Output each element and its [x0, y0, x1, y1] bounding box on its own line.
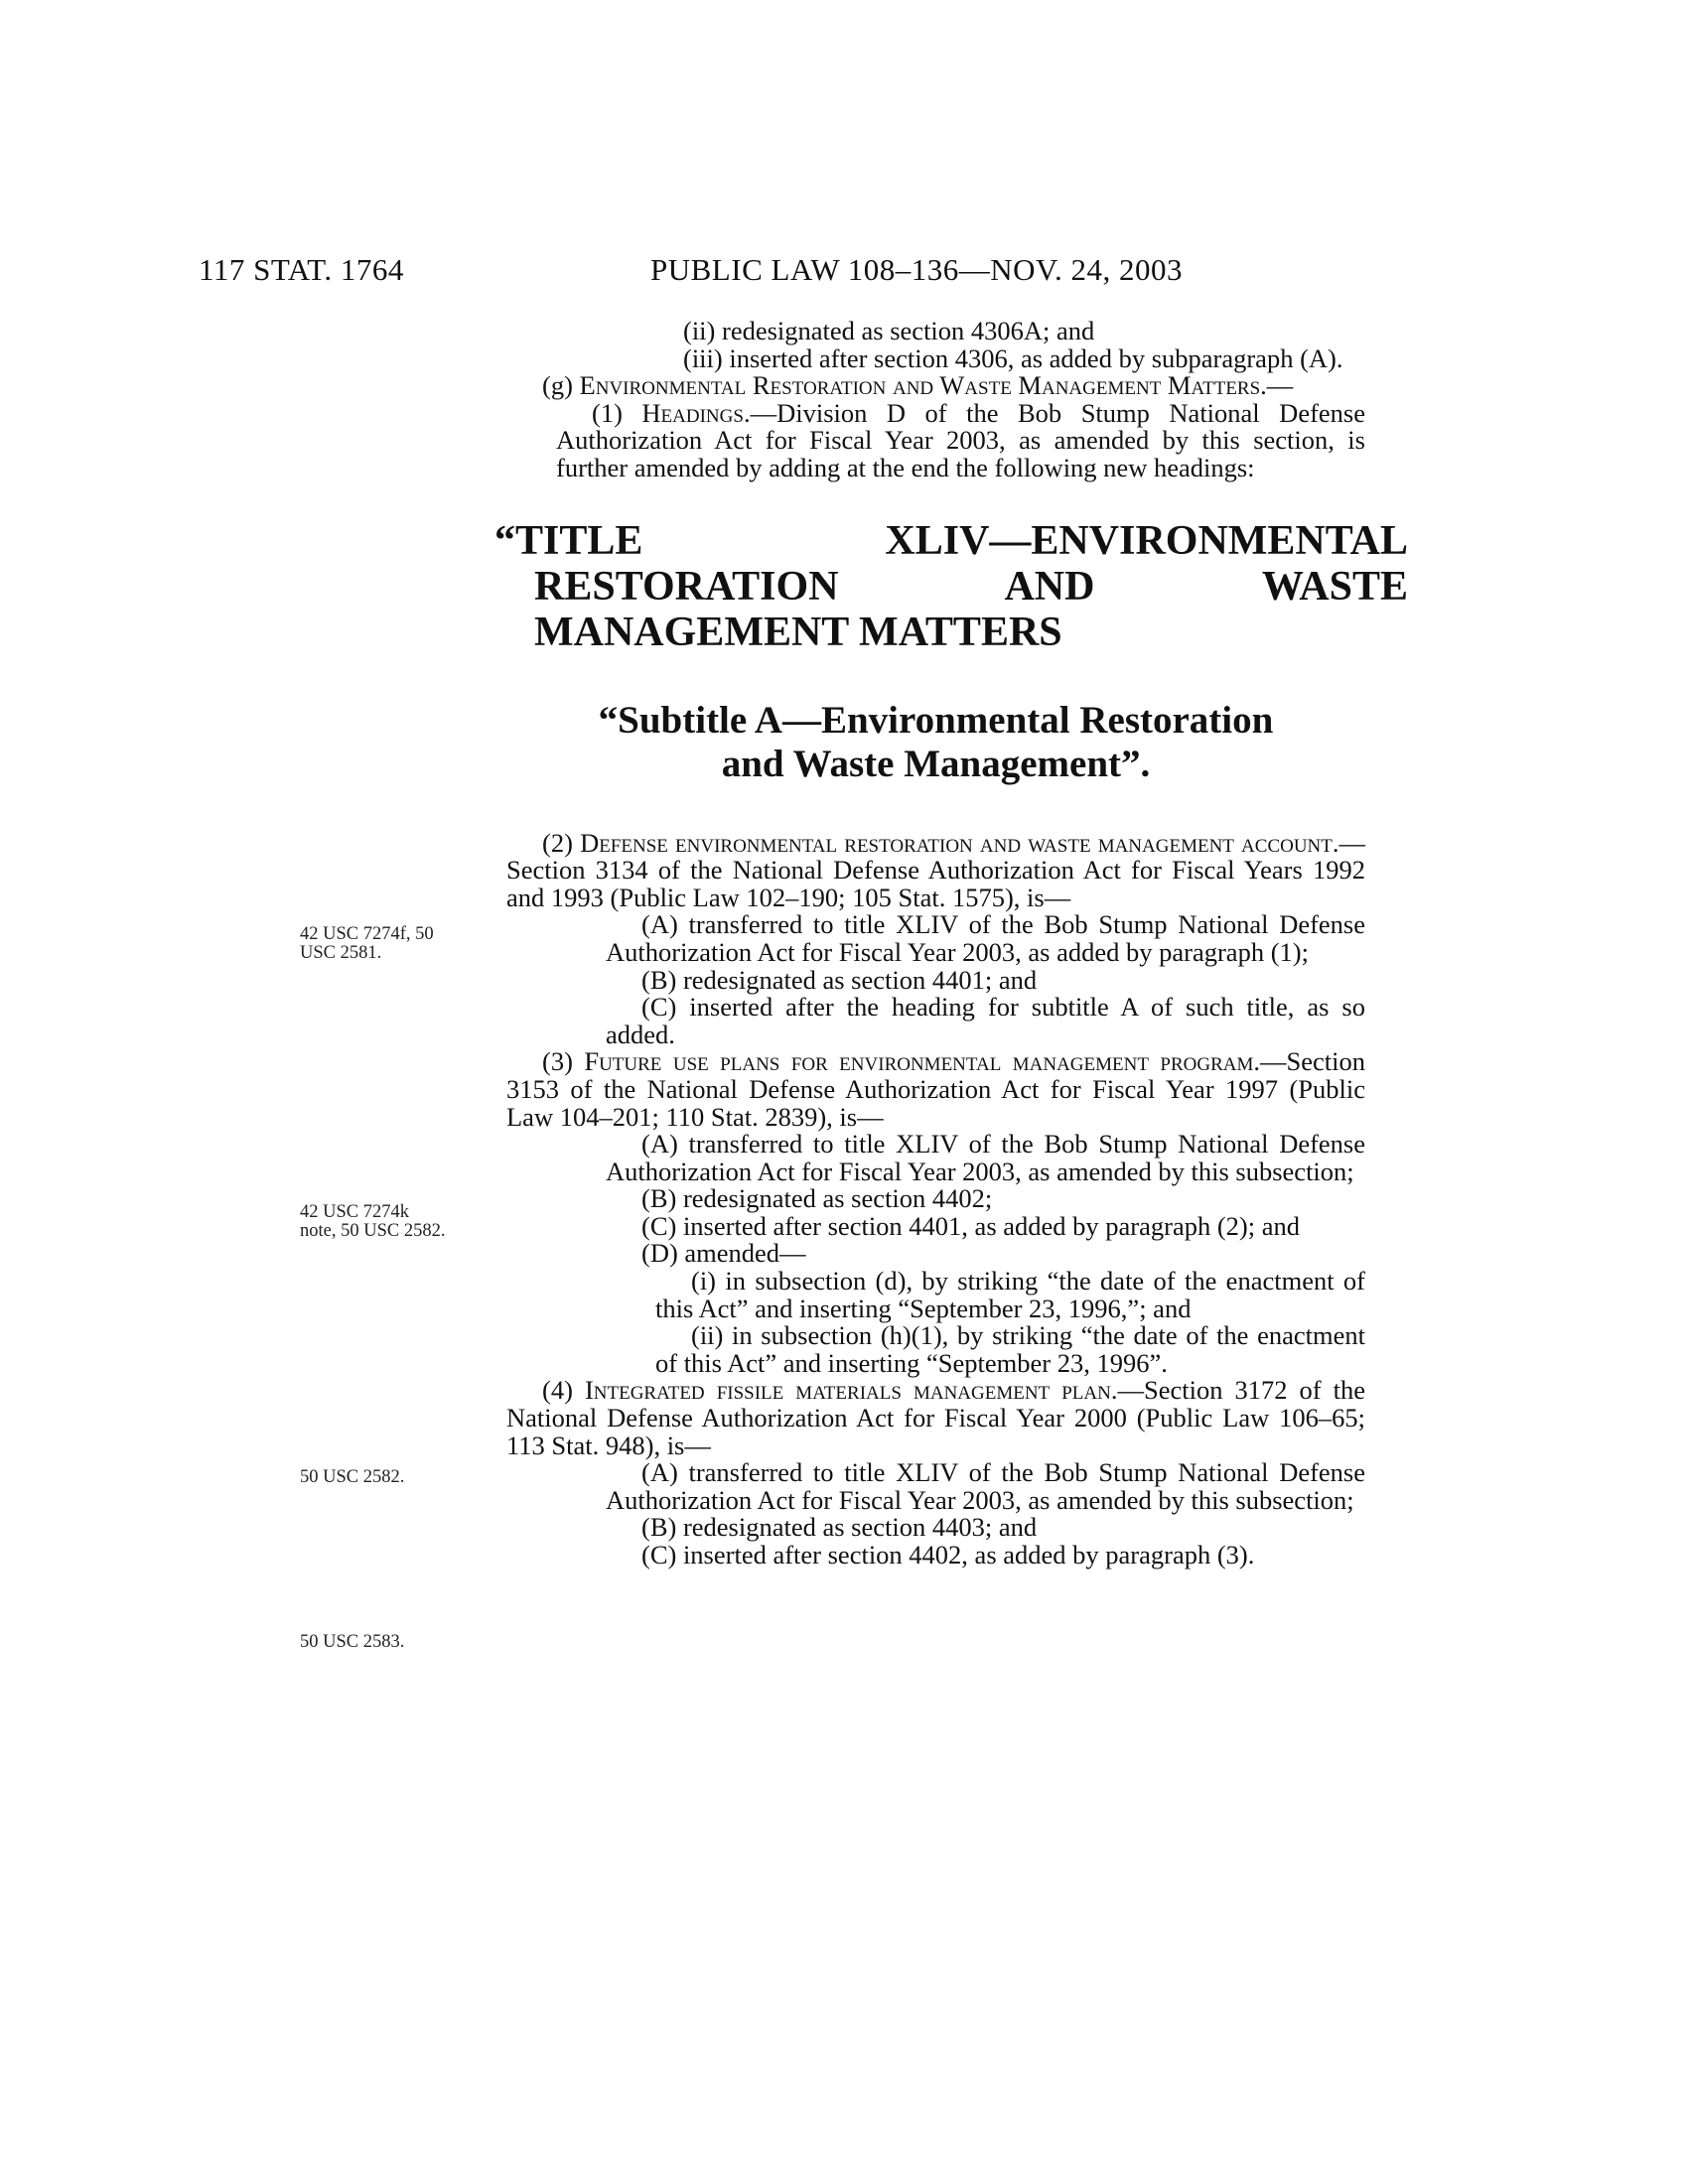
stat-page-number: 117 STAT. 1764	[199, 252, 404, 287]
subsection-g-dash: .—	[1260, 370, 1294, 401]
paragraph-2-c: (C) inserted after the heading for subtitle A of such title, as so added.	[606, 992, 1365, 1049]
subtitle-a-line-1: “Subtitle A—Environmental Restoration	[598, 698, 1274, 742]
paragraph-3-heading: Future use plans for environmental management program	[584, 1046, 1254, 1077]
running-title: PUBLIC LAW 108–136—NOV. 24, 2003	[650, 252, 1183, 287]
paragraph-2-lead: (2)	[542, 827, 573, 858]
subtitle-a-heading	[506, 699, 1365, 786]
paragraph-3-d-ii: (ii) in subsection (h)(1), by striking “the date of the enactment of this Act” and inserting “September 23, 1996”.	[655, 1320, 1365, 1378]
paragraph-4-c: (C) inserted after section 4402, as added by paragraph (3).	[641, 1540, 1255, 1570]
law-text-body	[494, 316, 1408, 1570]
paragraph-1-lead: (1)	[592, 397, 623, 428]
paragraph-2	[506, 827, 1366, 912]
paragraph-4-text: .—Section 3172 of the National Defense Authorization Act for Fiscal Year 2000 (Public Law 106–65; 113 Stat. 948), is—	[506, 1375, 1366, 1460]
paragraph-3-a: (A) transferred to title XLIV of the Bob Stump National Defense Authorization Act for Fiscal Year 2003, as amended by this subsection;	[606, 1129, 1365, 1186]
paragraph-4	[506, 1377, 1365, 1459]
paragraph-2-text: .—Section 3134 of the National Defense Authorization Act for Fiscal Years 1992 and 1993 (Public Law 102–190; 105 Stat. 1575), is—	[506, 827, 1366, 912]
paragraph-1-text: .—Division D of the Bob Stump National Defense Authorization Act for Fiscal Year 2003, as amended by this section, is further amended by adding at the end the following new headings:	[556, 397, 1365, 482]
paragraph-3-text: .—Section 3153 of the National Defense Authorization Act for Fiscal Year 1997 (Public Law 104–201; 110 Stat. 2839), is—	[506, 1046, 1365, 1132]
paragraph-3-c: (C) inserted after section 4401, as added by paragraph (2); and	[641, 1210, 1300, 1241]
clause-ii: (ii) redesignated as section 4306A; and	[683, 316, 1095, 345]
paragraph-2-heading: Defense environmental restoration and waste management account	[580, 827, 1333, 858]
paragraph-4-heading: Integrated fissile materials management plan	[584, 1375, 1111, 1406]
margin-note-1: 42 USC 7274f, 50 USC 2581.	[300, 924, 434, 963]
paragraph-3-b: (B) redesignated as section 4402;	[641, 1183, 993, 1214]
subsection-g	[506, 372, 1365, 400]
paragraph-4-b: (B) redesignated as section 4403; and	[641, 1512, 1038, 1543]
paragraph-4-lead: (4)	[542, 1375, 573, 1406]
page-header	[0, 252, 1688, 292]
margin-note-4: 50 USC 2583.	[300, 1632, 405, 1652]
paragraph-2-b: (B) redesignated as section 4401; and	[641, 964, 1038, 995]
paragraph-3-d-i: (i) in subsection (d), by striking “the date of the enactment of this Act” and inserting “September 23, 1996,”; and	[655, 1266, 1365, 1323]
paragraph-3-lead: (3)	[542, 1046, 573, 1077]
subtitle-a-line-2: and Waste Management”.	[721, 742, 1151, 785]
paragraph-1	[506, 397, 1365, 482]
subsection-g-lead: (g)	[542, 370, 573, 401]
title-xliv-heading: “TITLE XLIV—ENVIRONMENTAL RESTORATION AND WASTE MANAGEMENT MATTERS	[494, 517, 1408, 655]
paragraph-4-a: (A) transferred to title XLIV of the Bob Stump National Defense Authorization Act for Fiscal Year 2003, as amended by this subsection;	[606, 1457, 1365, 1515]
paragraph-1-heading: Headings	[641, 397, 744, 428]
paragraph-3	[506, 1048, 1365, 1131]
paragraph-2-a: (A) transferred to title XLIV of the Bob Stump National Defense Authorization Act for Fiscal Year 2003, as added by paragraph (1);	[606, 909, 1365, 967]
margin-note-2: 42 USC 7274k note, 50 USC 2582.	[300, 1202, 446, 1241]
subsection-g-heading: Environmental Restoration and Waste Management Matters	[579, 370, 1261, 401]
paragraph-3-d: (D) amended—	[641, 1238, 806, 1269]
margin-note-3: 50 USC 2582.	[300, 1467, 405, 1487]
clause-iii: (iii) inserted after section 4306, as added by subparagraph (A).	[683, 342, 1343, 373]
